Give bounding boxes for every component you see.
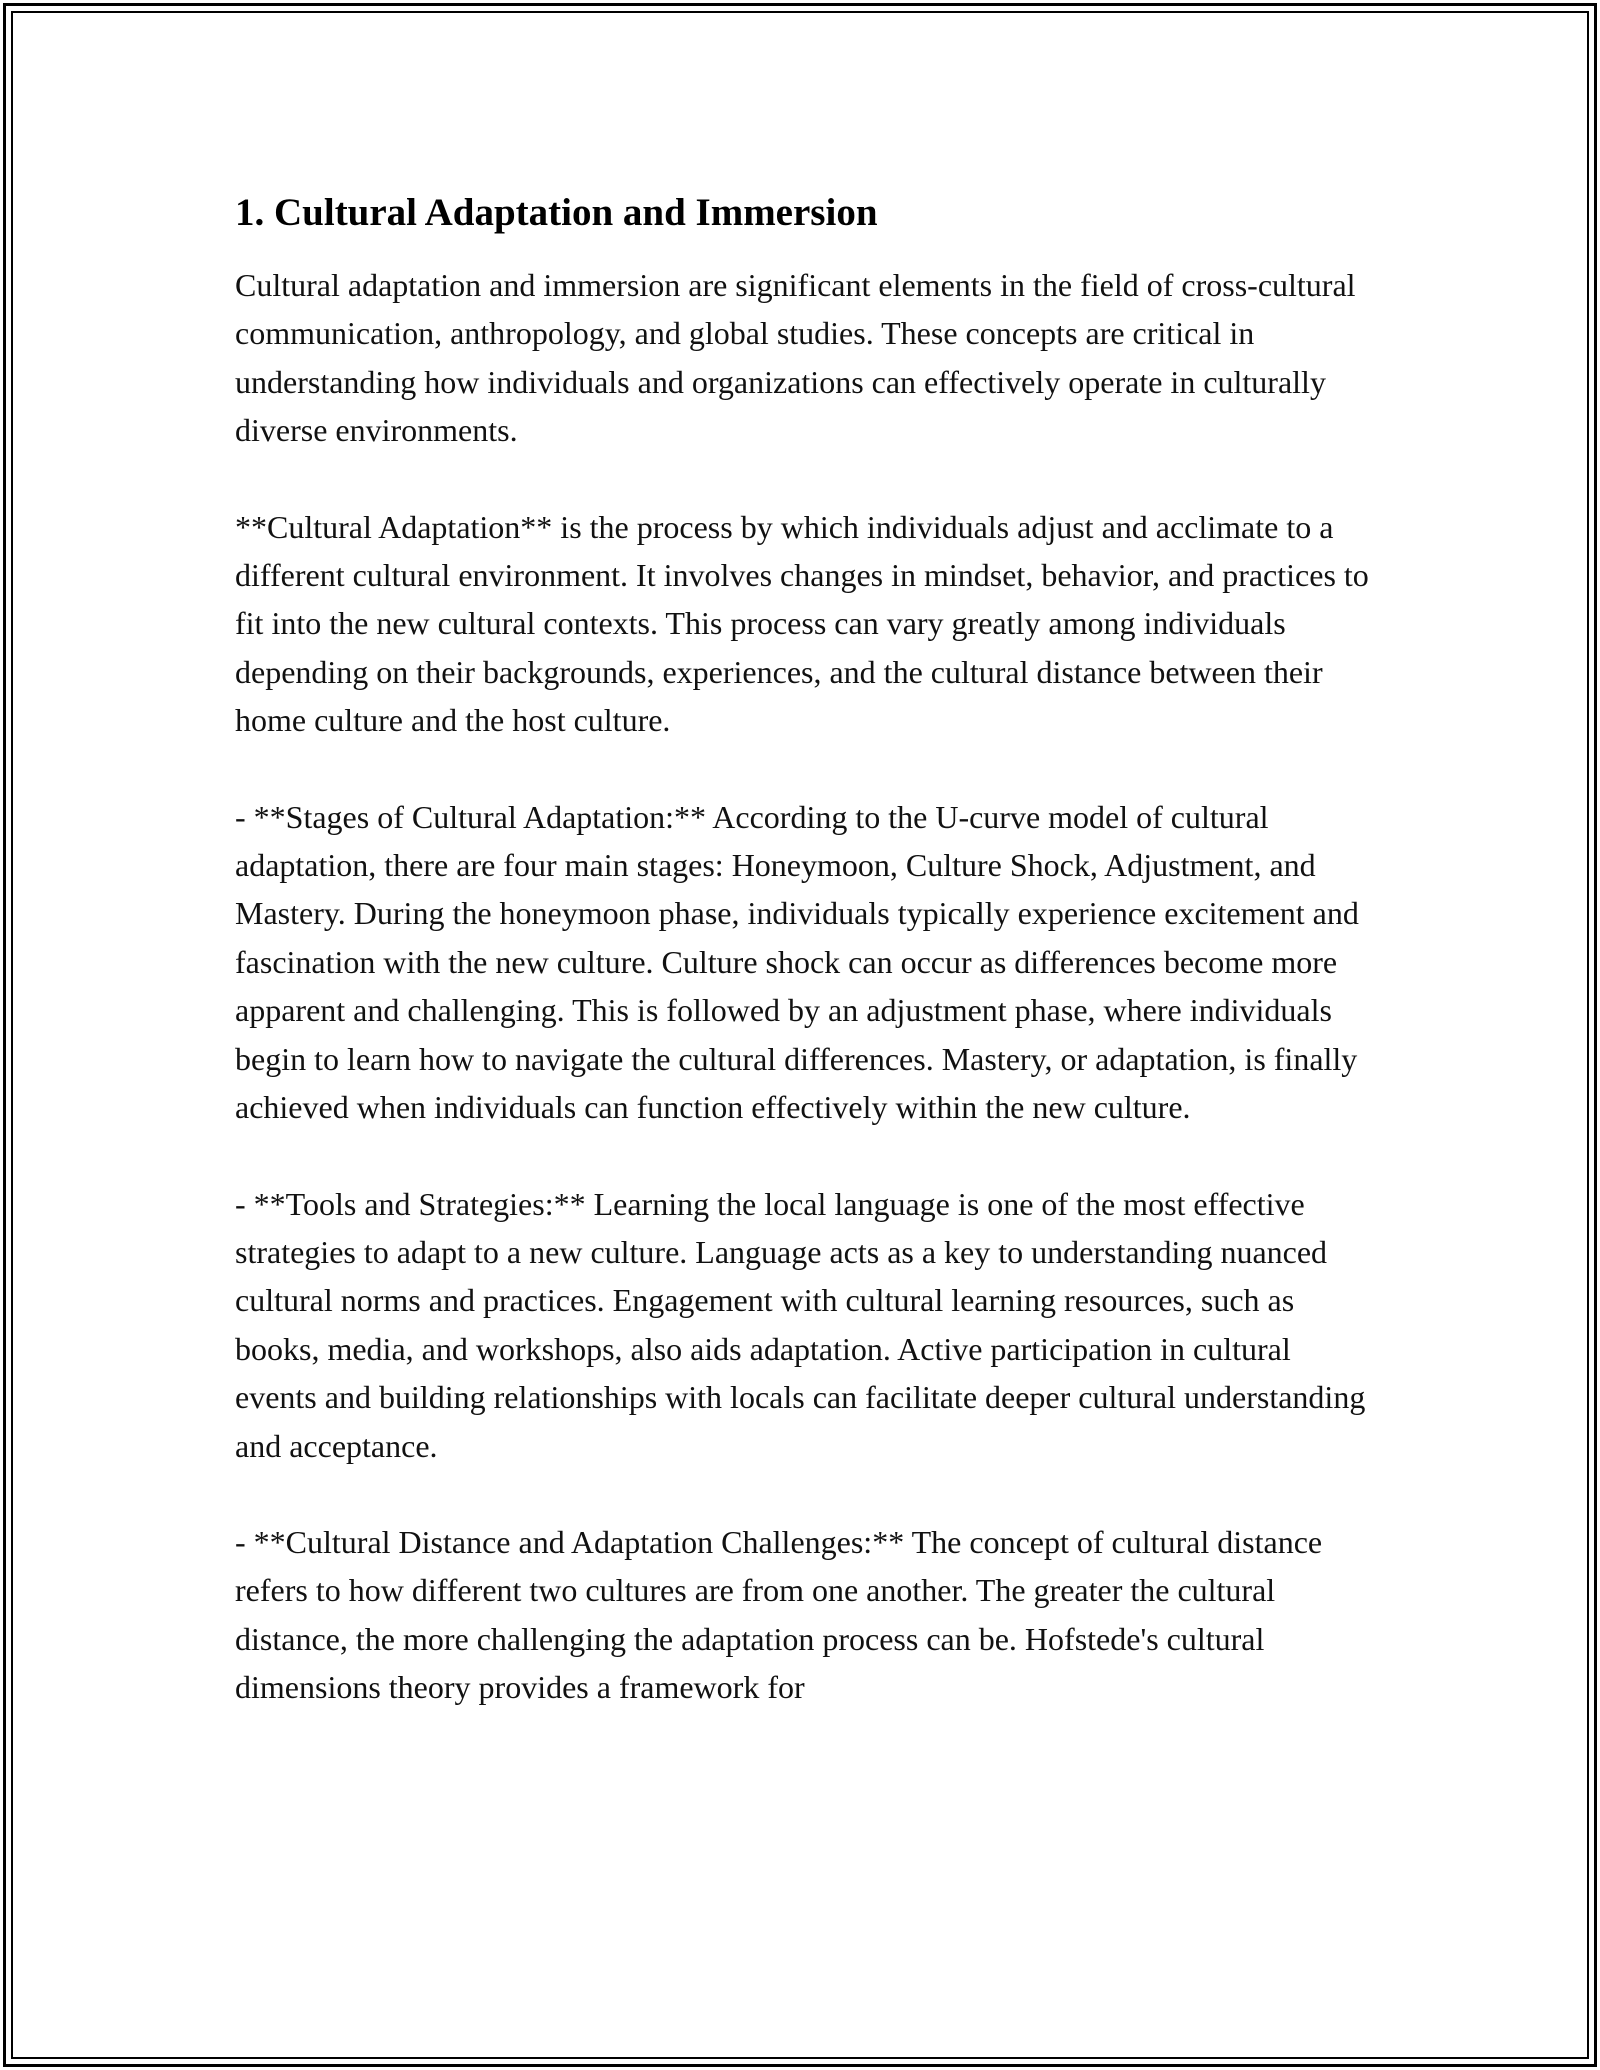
section-heading: 1. Cultural Adaptation and Immersion (235, 191, 878, 234)
document-body (235, 185, 1375, 1760)
paragraph-intro: Cultural adaptation and immersion are significant elements in the field of cross-cultural communication, anthropology, and global studies. These concepts are critical in understanding how individuals and organizations can effectively operate in culturally diverse environments. (235, 267, 1356, 449)
paragraph-stages: - **Stages of Cultural Adaptation:** According to the U-curve model of cultural adaptation, there are four main stages: Honeymoon, Culture Shock, Adjustment, and Mastery. During the honeymoon phase, individuals typically experience excitement and fascination with the new culture. Culture shock can occur as differences become more apparent and challenging. This is followed by an adjustment phase, where individuals begin to learn how to navigate the cultural differences. Mastery, or adaptation, is finally achieved when individuals can function effectively within the new culture. (235, 798, 1359, 1126)
paragraph-cultural-adaptation: **Cultural Adaptation** is the process by which individuals adjust and acclimate to a different cultural environment. It involves changes in mindset, behavior, and practices to fit into the new cultural contexts. This process can vary greatly among individuals depending on their backgrounds, experiences, and the cultural distance between their home culture and the host culture. (235, 508, 1369, 739)
paragraph-cultural-distance: - **Cultural Distance and Adaptation Challenges:** The concept of cultural distance refers to how different two cultures are from one another. The greater the cultural distance, the more challenging the adaptation process can be. Hofstede's cultural dimensions theory provides a framework for (235, 1523, 1323, 1706)
paragraph-tools-strategies: - **Tools and Strategies:** Learning the local language is one of the most effective strategies to adapt to a new culture. Language acts as a key to understanding nuanced cultural norms and practices. Engagement with cultural learning resources, such as books, media, and workshops, also aids adaptation. Active participation in cultural events and building relationships with locals can facilitate deeper cultural understanding and acceptance. (235, 1185, 1366, 1464)
